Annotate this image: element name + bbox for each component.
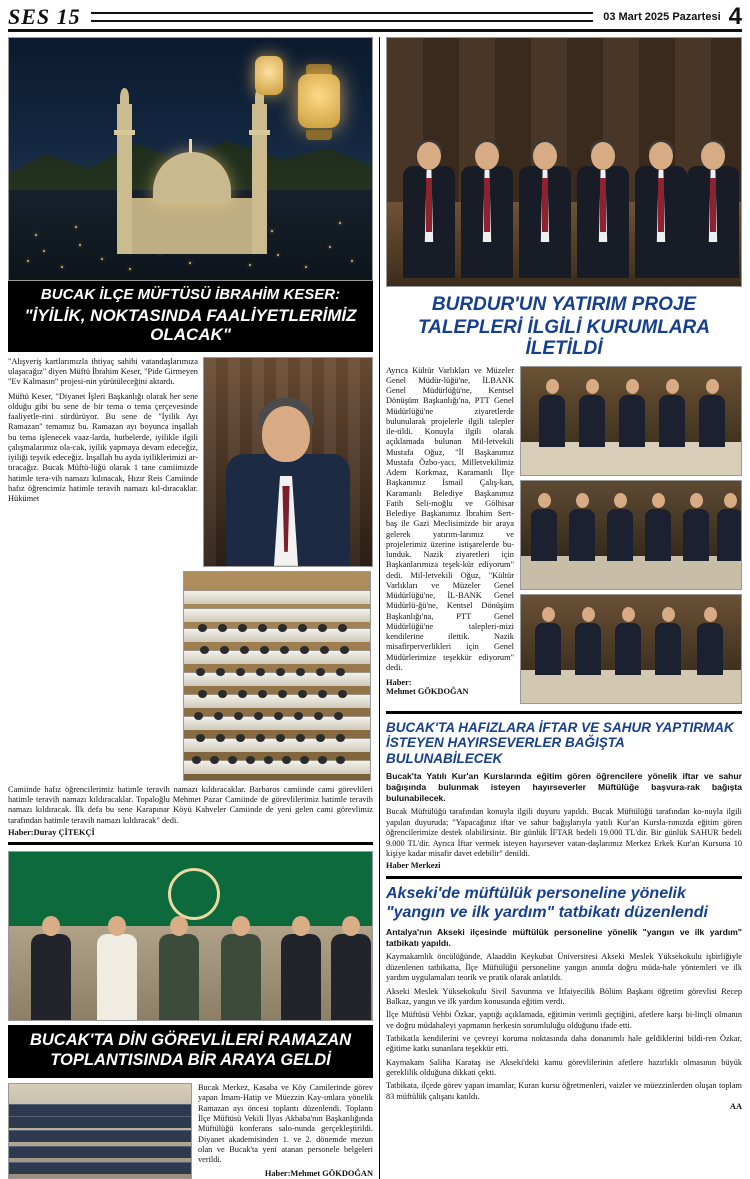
akseki-headline-block xyxy=(386,885,742,922)
mufti-text-column xyxy=(8,357,198,567)
mufti-headline-line2: "İYİLİK, NOKTASINDA FAALİYETLERİMİZ OLACAK" xyxy=(24,305,357,344)
bucak-din-headline-line2: TOPLANTISINDA BİR ARAYA GELDİ xyxy=(50,1051,331,1070)
mufti-paragraph-2: Müftü Keser, "Diyanet İşleri Başkanlığı olarak her sene olduğu gibi bu sene de bir tema o tema çerçevesinde faaliyetle-rini sürdürüyor. Bu sene de "İyilik Ayı Ramazan" temamız bu. Ramazan ayı boyunca inşallah bu tema işlenecek vaaz-larda, hutbelerde, iyilikle ilgili çalışmalarımız ola-cak, iyilik yapmaya devam edeceğiz, iyiliği teşvik edeceğiz. İnşallah bu ayda iyiliklerimizi ar-tıracağız. Bucak Müftü-lüğü olarak 1 tane camiimizde hatimle tera-vih namazı kılınacak, Hızır Reis Camiinde hafız öğrencimiz hatimle teravih namazı kıl-dıracaklar. Hükümet xyxy=(8,391,198,504)
burdur-paragraph: Ayrıca Kültür Varlıkları ve Müzeler Genel Müdür-lüğü'ne, İLBANK Genel Müdürlüğü'ne, Kentsel Dönüşüm Başkanlığı'na, PTT Genel Müdürlüğü'ne ziyaretlerde bulunularak projelerle ilgili talepler ile-tildi. Konuyla ilgili olarak açıklamada bulunan Mil-letvekili Mustafa Oğuz, "İl Başkanımız Mustafa Özbo-yacı, Milletvekilimiz Adem Korkmaz, Karamanlı İlçe Başkanımız İsmail Çalış-kan, Karamanlı Belediye Başkanımız Fatih Seli-moğlu ve Gölhisar Belediye Başkanımız İbrahim Sert-baş ile Gazi Meclisimizde bir araya gelerek yatırım-larımız ve projelerimiz üzerine istişarelerde bu-lunduk. Nazik ziyaretleri için Başkanlarımıza teşek-kür ediyorum" dedi. Mil-letvekili Oğuz, "Kültür Varlıkları ve Müzeler Genel Müdürlüğü'ne, İL-BANK Genel Müdürlü-ğü'ne, Kentsel Dönüşüm Başkanlığı'na, PTT Genel Müdürlüğü'ne talepleri-mizi kendilerine ilettik. Nazik misafirperverlikleri için Genel Müdürlerimize teşekkür ediyorum" dedi. xyxy=(386,365,514,672)
burdur-text-column xyxy=(386,366,514,704)
akseki-lead: Antalya'nın Akseki ilçesinde müftülük personeline yönelik "yangın ve ilk yardım" tatbikatı yapıldı. xyxy=(386,927,742,948)
burdur-headline-line1: BURDUR'UN YATIRIM PROJE xyxy=(431,294,697,315)
hafiz-headline-line1: BUCAK'TA HAFIZLARA İFTAR VE SAHUR YAPTIRMAK xyxy=(386,719,734,735)
akseki-paragraph-4: Tatbikatla kendilerini ve çevreyi koruma noktasında daha donanımlı hale geldiklerini bildi-ren Özkar, eğitime katkı sunanlara teşekkür etti. xyxy=(386,1033,742,1054)
mufti-paragraph-3: Camiinde hafız öğrencilerimiz hatimle teravih namazı kıldıracaklar. Barbaros camiinde cami görevlileri hatimle teravih namazı kıldıracaklar. Topaloğlu Mehmet Pazar Camiinde de görevlilerimiz hatimle teravih namazı kıldıracak. İlk defa bu sene Karapınar Köyü Kahveler Camiinde de yeni gelen cami görevlimiz tarafından hatimle teravih namazı kıldıracak" dedi. xyxy=(8,784,373,825)
meeting-photo-3 xyxy=(520,594,742,704)
mufti-headline-line1: BUCAK İLÇE MÜFTÜSÜ İBRAHİM KESER: xyxy=(40,286,341,303)
burdur-byline-name: Mehmet GÖKDOĞAN xyxy=(386,687,469,697)
akseki-paragraph-5: Kaymakam Saliha Karataş ise Akseki'deki kamu görevlilerinin afetlere hazırlıklı olmasının büyük gereklilik olduğuna dikkati çekti. xyxy=(386,1057,742,1078)
lantern-icon xyxy=(292,64,346,140)
burdur-byline-label: Haber: xyxy=(386,678,412,688)
group-people xyxy=(387,94,741,278)
akseki-headline-line2: "yangın ve ilk yardım" tatbikatı düzenlendi xyxy=(386,903,708,921)
hafiz-headline-line2: İSTEYEN HAYIRSEVERLER BAĞIŞTA BULUNABİLECEK xyxy=(386,735,625,766)
akseki-byline: AA xyxy=(729,1102,742,1112)
meeting-photo-1 xyxy=(520,366,742,476)
bucak-din-paragraph: Bucak Merkez, Kasaba ve Köy Camilerinde görev yapan İmam-Hatip ve Müezzin Kay-ımlara yönelik Ramazan ayı öncesi toplantı düzenlendi. Toplantı İlçe Müftüsü Vekili İlyas Akbaba'nın Başkanlığında Müftülüğü konferans salo-nunda gerçekleştirildi. Diyanet akademisinden 1. ve 2. dönemde mezun olan ve Bucak'ta yeni atanan personele belgeleri verildi. xyxy=(198,1082,373,1165)
mufti-article-top xyxy=(8,357,373,567)
ceremony-people xyxy=(9,916,372,1020)
burdur-headline-line2: TALEPLERİ İLGİLİ KURUMLARA İLETİLDİ xyxy=(417,316,710,359)
bucak-din-byline: Haber:Mehmet GÖKDOĞAN xyxy=(264,1168,373,1178)
bucak-din-headline-block xyxy=(8,1025,373,1078)
burdur-body-row xyxy=(386,366,742,704)
masthead xyxy=(8,2,742,32)
mosque-illustration xyxy=(117,136,267,254)
akseki-paragraph-3: İlçe Müftüsü Vehbi Özkar, yaptığı açıklamada, eğitimin verimli geçtiğini, afetlere karşı bi-linçli olmanın ve doğru müdahaleyi yapmanın herkesin sorumluluğu olduğunu ifade etti. xyxy=(386,1010,742,1030)
right-divider-2 xyxy=(386,876,742,879)
bucak-din-headline-line1: BUCAK'TA DİN GÖREVLİLERİ RAMAZAN xyxy=(29,1030,352,1049)
main-columns xyxy=(8,37,742,1179)
hafiz-body: Bucak Müftülüğü tarafından konuyla ilgili duyuru yapıldı. Bucak Müftülüğü tarafından ko-nuyla ilgili yapılan duyuruda; "Yapacağınız iftar ve sahur bağışlarıyla yatılı Kur'an Kursla-rımızda eğitim gören öğrencilerimize destek olabilirsiniz. Bir günlük İFTAR bedeli 19.000 TL'dir. Bir günlük SAHUR bedeli 9.000 TL'dir. Ayrıca İftar vermek isteyen hayırsever vatan-daşlarımız Merkez Erkek Kur'an Kursuna 10 kişiye kadar misafir davet edebilir" denildi. xyxy=(386,807,742,858)
akseki-paragraph-2: Akseki Meslek Yüksekokulu Sivil Savunma ve İtfaiyecilik Bölüm Başkanı öğretim görevlisi Recep Balkaz, yangın ve ilk yardım konusunda eğitim verdi. xyxy=(386,986,742,1006)
bucak-din-text xyxy=(198,1083,373,1179)
delegation-group-photo xyxy=(386,37,742,287)
page-number: 4 xyxy=(728,2,742,30)
mufti-paragraph-1: "Alışveriş kartlarımızla ihtiyaç sahibi vatandaşlarımıza ulaşacağız" diyen Müftü İbrahim Keser, "Pide Girmeyen "Ev Kalmasın" projesi-nin yürütüleceğini aktardı. xyxy=(8,356,198,387)
meeting-photo-2 xyxy=(520,480,742,590)
left-divider xyxy=(8,842,373,845)
bucak-din-body-row xyxy=(8,1083,373,1179)
akseki-paragraph-6: Tatbikata, ilçede görev yapan imamlar, Kuran kursu öğretmenleri, vaizler ve müezzinlerden oluşan toplam 83 müftülük çalışanı katıldı. xyxy=(386,1081,742,1101)
hafiz-lead: Bucak'ta Yatılı Kur'an Kurslarında eğitim gören öğrencilere yönelik iftar ve sahur bağışında bulunmak isteyen hayırseverler Müftülüğe başvura-rak bağışta bulunabilecek. xyxy=(386,771,742,803)
akseki-headline-line1: Akseki'de müftülük personeline yönelik xyxy=(386,885,686,903)
newspaper-logo: SES 15 xyxy=(8,3,81,29)
ceremony-photo xyxy=(8,851,373,1021)
teravih-prayer-photo xyxy=(183,571,371,781)
burdur-photo-stack xyxy=(520,366,742,704)
mosque-night-photo xyxy=(8,37,373,281)
prayer-people xyxy=(184,572,370,780)
right-divider-1 xyxy=(386,711,742,714)
mufti-headline-block xyxy=(8,281,373,352)
green-banner xyxy=(9,852,372,926)
masthead-rule xyxy=(91,12,594,22)
hafiz-headline-block xyxy=(386,720,742,767)
akseki-paragraph-1: Kaymakamlık öncülüğünde, Alaaddin Keykubat Üniversitesi Akseki Meslek Yüksekokulu işbirliğiyle düzenlenen tatbikatta, İlçe Müftülüğü personeline yangın anında doğru müda-hale yöntemleri ve ilk yardım uygulamaları teorik ve pratik olarak anlatıldı. xyxy=(386,952,742,983)
hafiz-byline: Haber Merkezi xyxy=(386,861,441,871)
conference-hall-photo xyxy=(8,1083,192,1179)
left-column xyxy=(8,37,373,1179)
burdur-headline-block xyxy=(386,295,742,360)
hall-seat-rows xyxy=(9,1110,191,1178)
mufti-byline: Haber:Duray ÇİTEKÇİ xyxy=(8,827,95,837)
lantern-small-icon xyxy=(250,48,288,104)
mufti-portrait-photo xyxy=(203,357,373,567)
right-column xyxy=(379,37,742,1179)
mufti-article-mid xyxy=(8,571,373,781)
masthead-date: 03 Mart 2025 Pazartesi xyxy=(603,10,721,23)
